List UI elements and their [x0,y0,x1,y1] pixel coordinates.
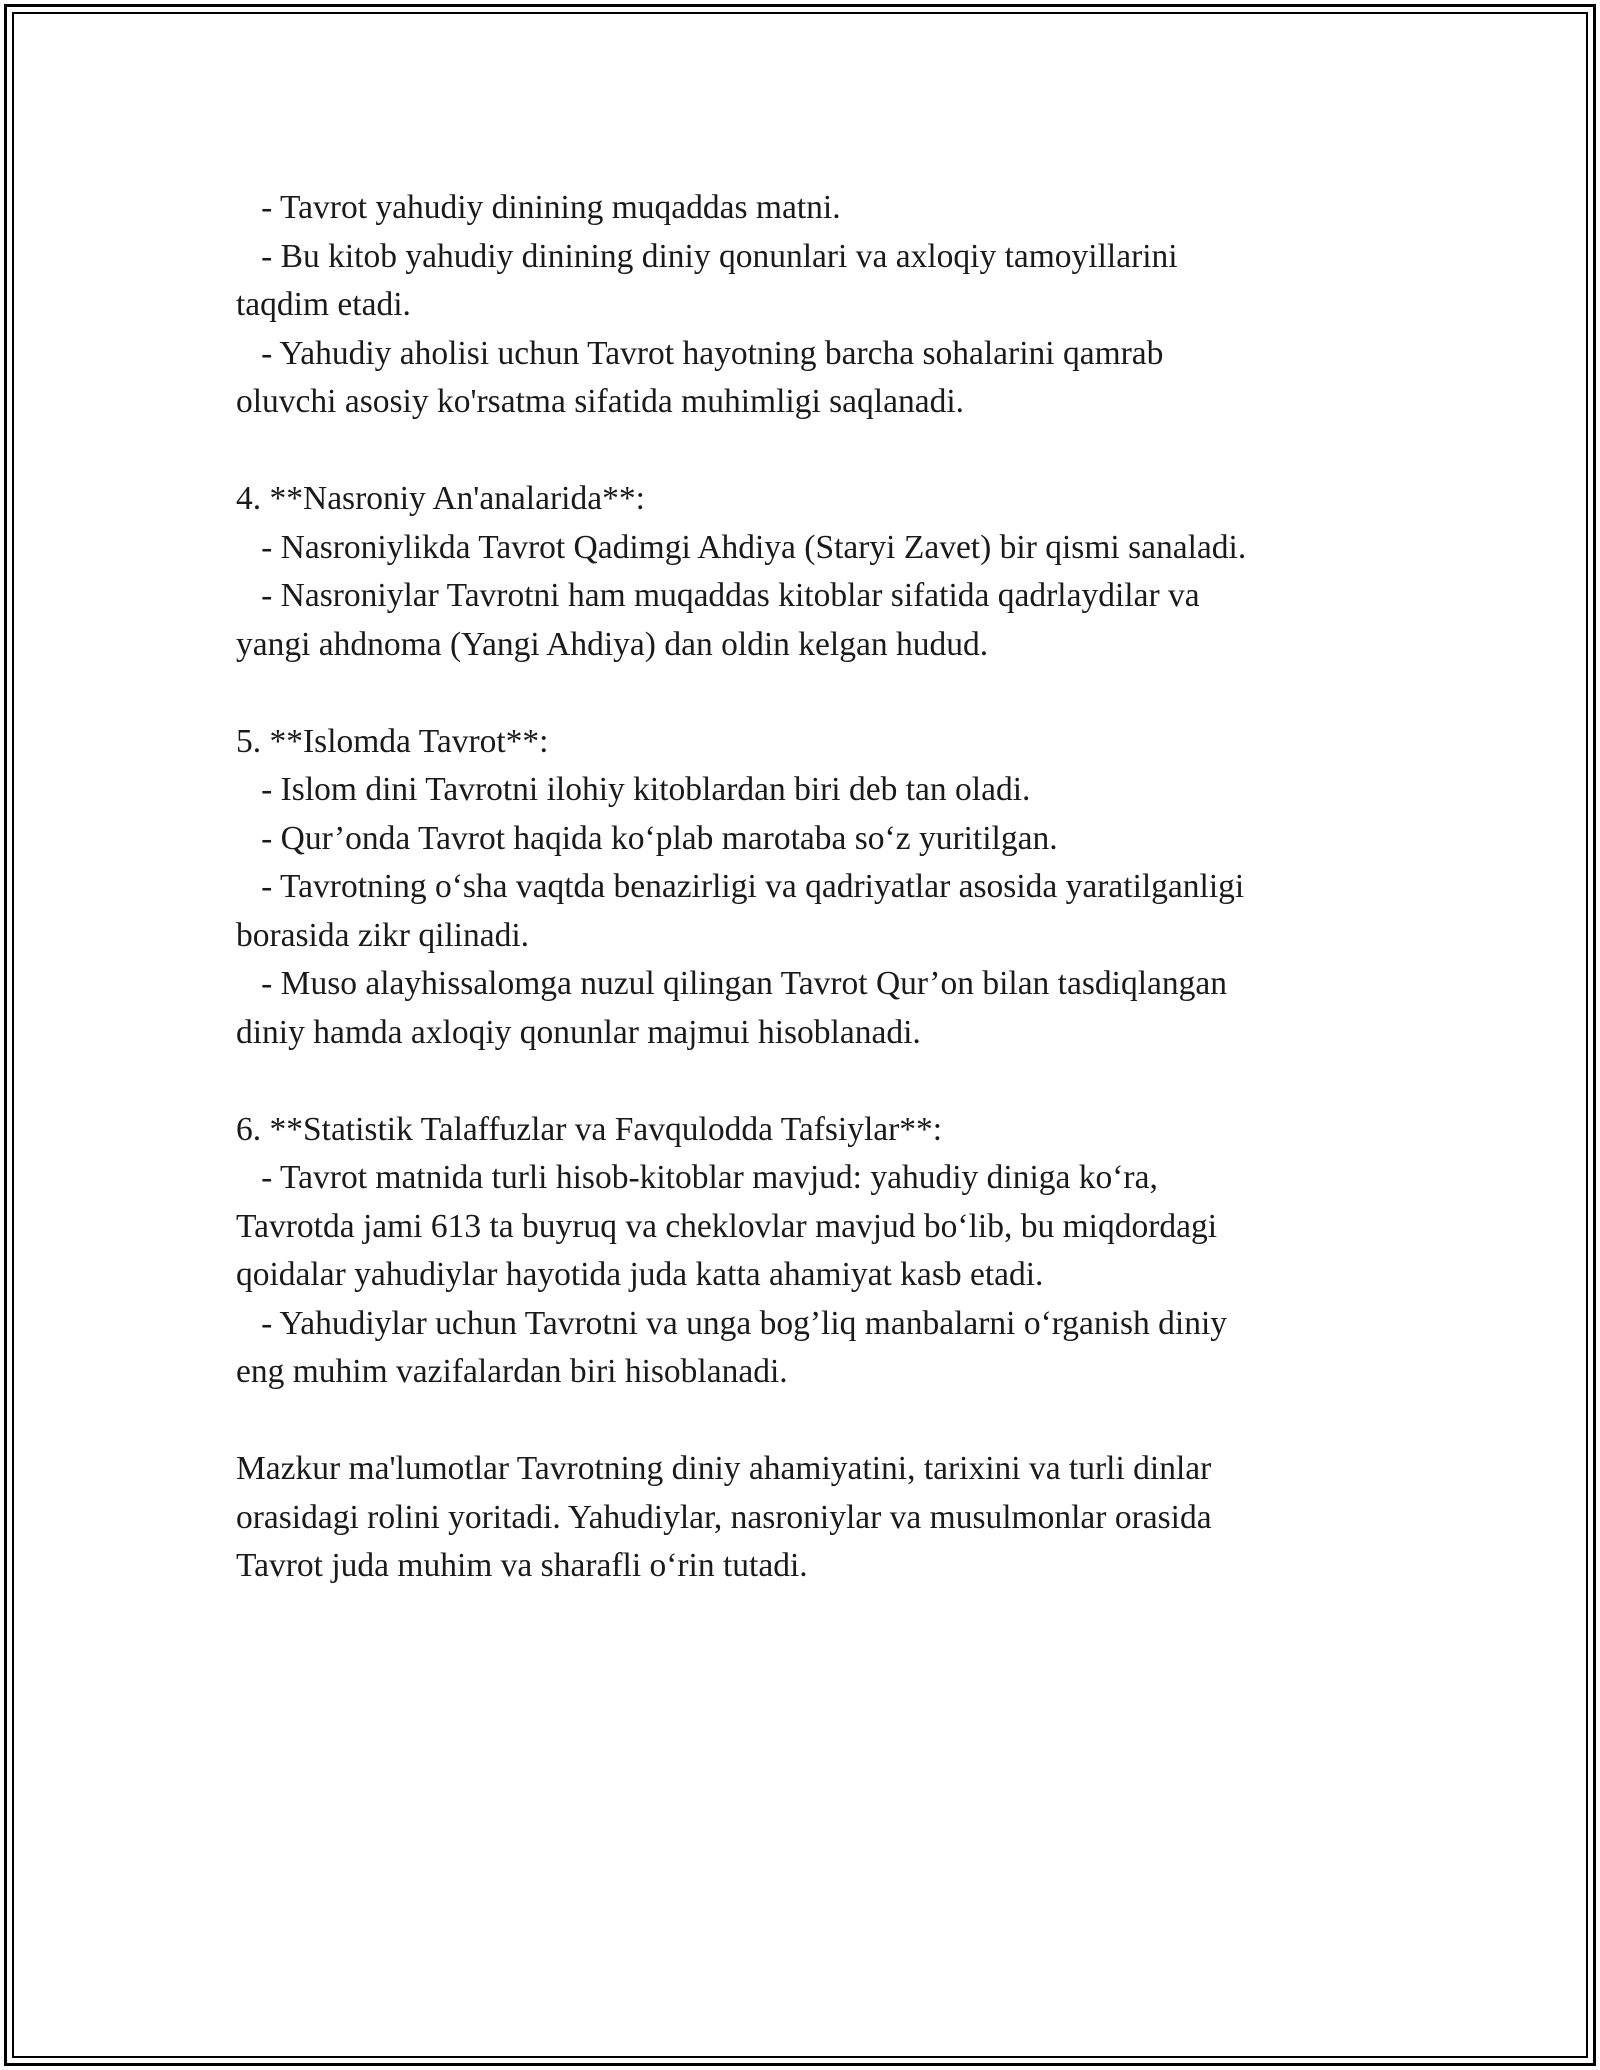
bullet-line: - Qur’onda Tavrot haqida ko‘plab marotaba so‘z yuritilgan. [236,819,1058,857]
text-line: borasida zikr qilinadi. [236,916,530,954]
text-line: taqdim etadi. [236,286,411,323]
text-line: oluvchi asosiy ko'rsatma sifatida muhimligi saqlanadi. [236,383,965,420]
paragraph-spacer [236,669,1376,718]
bullet-line: - Tavrot matnida turli hisob-kitoblar mavjud: yahudiy diniga ko‘ra, [236,1159,1158,1196]
section-heading: 6. **Statistik Talaffuzlar va Favqulodda Tafsiylar**: [236,1110,943,1148]
bullet-line: - Bu kitob yahudiy dinining diniy qonunlari va axloqiy tamoyillarini [236,237,1178,275]
bullet-line: - Yahudiylar uchun Tavrotni va unga bog’liq manbalarni o‘rganish diniy [236,1304,1228,1342]
section-heading: 4. **Nasroniy An'analarida**: [236,480,645,517]
bullet-line: - Tavrotning o‘sha vaqtda benazirligi va qadriyatlar asosida yaratilganligi [236,868,1245,905]
bullet-line: - Yahudiy aholisi uchun Tavrot hayotning barcha sohalarini qamrab [236,334,1164,372]
text-line: diniy hamda axloqiy qonunlar majmui hisoblanadi. [236,1013,921,1051]
text-line: Mazkur ma'lumotlar Tavrotning diniy ahamiyatini, tarixini va turli dinlar [236,1450,1212,1487]
text-line: eng muhim vazifalardan biri hisoblanadi. [236,1353,788,1390]
bullet-line: - Islom dini Tavrotni ilohiy kitoblardan biri deb tan oladi. [236,771,1031,808]
text-line: orasidagi rolini yoritadi. Yahudiylar, nasroniylar va musulmonlar orasida [236,1498,1212,1536]
bullet-line: - Nasroniylar Tavrotni ham muqaddas kitoblar sifatida qadrlaydilar va [236,577,1200,614]
text-line: Tavrot juda muhim va sharafli o‘rin tutadi. [236,1547,808,1584]
torah-intro-block [236,184,1376,427]
section-4-block [236,475,1376,669]
text-line: yangi ahdnoma (Yangi Ahdiya) dan oldin kelgan hudud. [236,625,989,663]
conclusion-paragraph [236,1445,1376,1591]
section-5-block [236,718,1376,1058]
document-body [236,184,1376,1591]
bullet-line: - Muso alayhissalomga nuzul qilingan Tavrot Qur’on bilan tasdiqlangan [236,965,1227,1002]
paragraph-spacer [236,1397,1376,1446]
section-6-block [236,1106,1376,1397]
section-heading: 5. **Islomda Tavrot**: [236,722,549,760]
text-line: Tavrotda jami 613 ta buyruq va cheklovlar mavjud bo‘lib, bu miqdordagi [236,1207,1218,1245]
paragraph-spacer [236,427,1376,476]
bullet-line: - Nasroniylikda Tavrot Qadimgi Ahdiya (Staryi Zavet) bir qismi sanaladi. [236,528,1247,566]
bullet-line: - Tavrot yahudiy dinining muqaddas matni. [236,189,841,226]
paragraph-spacer [236,1057,1376,1106]
text-line: qoidalar yahudiylar hayotida juda katta ahamiyat kasb etadi. [236,1256,1044,1293]
